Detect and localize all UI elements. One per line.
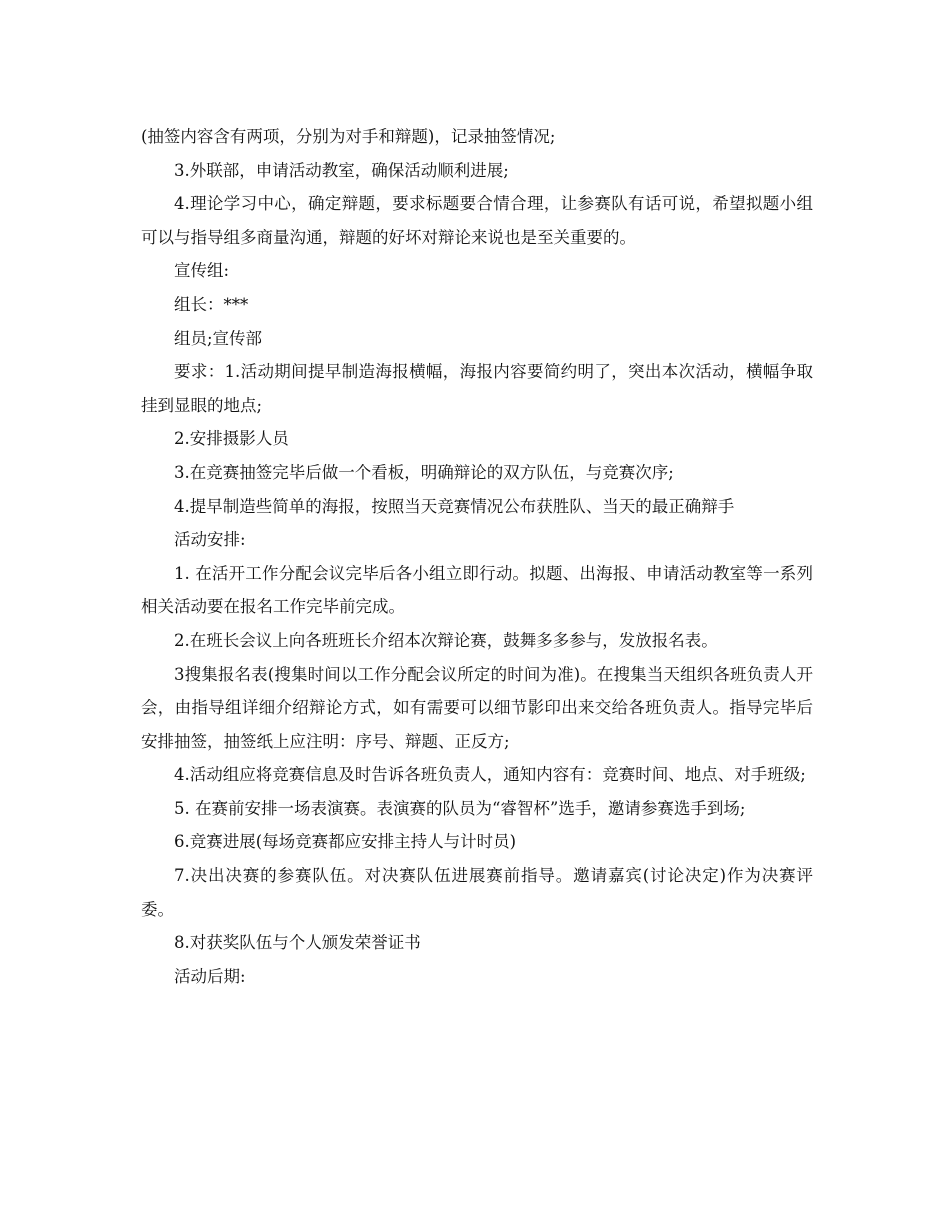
paragraph: 3.在竞赛抽签完毕后做一个看板，明确辩论的双方队伍，与竞赛次序; [174, 462, 674, 482]
paragraph: 1. 在活开工作分配会议完毕后各小组立即行动。拟题、出海报、申请活动教室等一系列相关活动要在报名工作完毕前完成。 [141, 563, 813, 617]
paragraph: 4.提早制造些简单的海报，按照当天竞赛情况公布获胜队、当天的最正确辩手 [174, 496, 735, 516]
paragraph: 组员;宣传部 [174, 328, 263, 348]
paragraph: 5. 在赛前安排一场表演赛。表演赛的队员为“睿智杯”选手，邀请参赛选手到场; [174, 798, 746, 818]
paragraph: 宣传组: [174, 261, 230, 281]
paragraph: 4.理论学习中心，确定辩题，要求标题要合情合理，让参赛队有话可说，希望拟题小组可以与指导组多商量沟通，辩题的好坏对辩论来说也是至关重要的。 [141, 194, 813, 247]
paragraph: 活动后期: [174, 966, 246, 986]
paragraph: 组长：*** [174, 294, 249, 314]
document-body [141, 120, 813, 993]
paragraph: 4.活动组应将竞赛信息及时告诉各班负责人，通知内容有：竞赛时间、地点、对手班级; [174, 765, 806, 785]
paragraph: 8.对获奖队伍与个人颁发荣誉证书 [174, 933, 421, 953]
paragraph: (抽签内容含有两项，分别为对手和辩题)，记录抽签情况; [141, 127, 556, 146]
paragraph: 3.外联部，申请活动教室，确保活动顺利进展; [174, 160, 509, 180]
paragraph: 要求：1.活动期间提早制造海报横幅，海报内容要简约明了，突出本次活动，横幅争取挂到显眼的地点; [141, 362, 813, 415]
paragraph: 7.决出决赛的参赛队伍。对决赛队伍进展赛前指导。邀请嘉宾(讨论决定)作为决赛评委。 [141, 866, 813, 919]
paragraph: 2.安排摄影人员 [174, 429, 289, 449]
paragraph: 3搜集报名表(搜集时间以工作分配会议所定的时间为准)。在搜集当天组织各班负责人开会，由指导组详细介绍辩论方式，如有需要可以细节影印出来交给各班负责人。指导完毕后安排抽签，抽签纸上应注明：序号、辩题、正反方; [141, 664, 813, 751]
paragraph: 6.竞赛进展(每场竞赛都应安排主持人与计时员) [174, 832, 517, 852]
paragraph: 2.在班长会议上向各班班长介绍本次辩论赛，鼓舞多多参与，发放报名表。 [174, 630, 718, 650]
paragraph: 活动安排: [174, 530, 246, 550]
